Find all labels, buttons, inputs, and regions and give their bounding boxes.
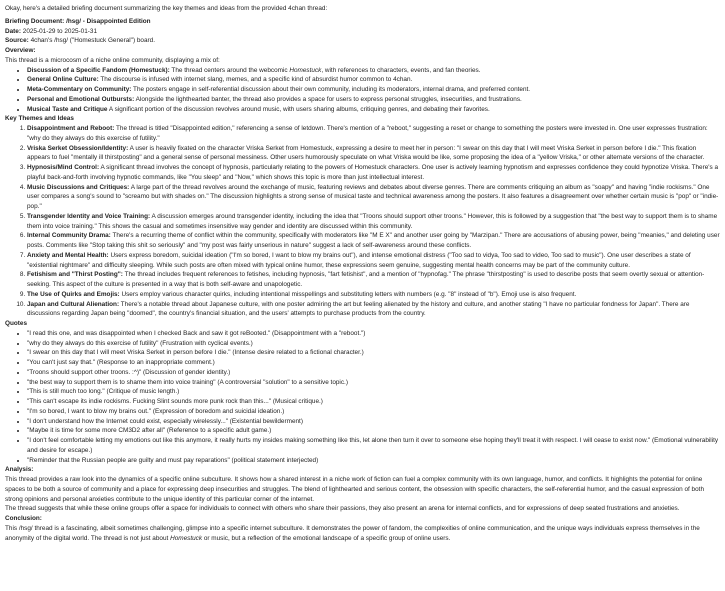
overview-item-label: Personal and Emotional Outbursts: [27, 95, 135, 103]
quote-item: • "Reminder that the Russian people are guilty and must pay reparations" (political statement interjected) [27, 456, 720, 466]
quote-item: • "This can't escape its indie rockisms. Fucking Slint sounds more punk rock than this..." (Musical critique.) [27, 397, 720, 407]
theme-item-label: Anxiety and Mental Health: [27, 251, 109, 259]
overview-item-text: A significant portion of the discussion revolves around music, with users sharing albums, critiquing genres, and debating their favorites. [107, 105, 490, 113]
quote-item: • "Troons should support other troons. :^)" (Discussion of gender identity.) [27, 368, 720, 378]
analysis-paragraph-1: This thread provides a raw look into the dynamics of a specific online subculture. It shows how a shared interest in a niche work of fiction can fuel a complex community with its own language, humor, and conflicts. It highlights the potential for online spaces to be both a source of community and a place for expressing deep insecurities and struggles. The blend of lighthearted and serious content, the obsession with specific characters, the self-referential humor, and the casual expression of both strong opinions and personal anxieties contribute to the unique identity of this particular corner of the internet. [5, 476, 704, 503]
theme-item [27, 270, 720, 290]
overview-item-text: The thread centers around the webcomic [169, 66, 290, 74]
overview-item-text: The posters engage in self-referential discussion about their own community, including its moderators, internal drama, and preferred content. [131, 86, 531, 93]
overview-item [27, 75, 720, 85]
intro-text: Okay, here's a detailed briefing document summarizing the key themes and ideas from the provided 4chan thread: [5, 5, 328, 12]
analysis-heading: Analysis: [5, 466, 34, 474]
theme-item-label: Fetishism and "Thirst Posting": [27, 271, 123, 279]
overview-item [27, 85, 720, 95]
overview-list [5, 66, 720, 115]
theme-item-text: There's a notable thread about Japanese culture, with one poster admiring the art but feeling alienated by the history and culture, and another stating "I have no particular fondness for Japan". There are discussions regarding Japan being "doomed", the country's financial situation, and the users' attempts to purchase products from the country. [27, 300, 690, 318]
theme-item [27, 124, 720, 144]
theme-item-label: Vriska Serket Obsession/Identity: [27, 144, 129, 152]
theme-item [27, 290, 720, 300]
theme-item-label: Disappointment and Reboot: [27, 125, 115, 132]
overview-item-label: General Online Culture: [27, 76, 99, 84]
theme-item-text: A discussion emerges around transgender identity, including the idea that "Troons should support other troons." However, this is followed by a suggestion that "the best way to support them is to shame them into voice training." This shows the casual and sometimes insensitive way gender and identity are discussed within this community. [27, 212, 718, 230]
doc-title: Briefing Document: /hsg/ - Disappointed Edition [5, 17, 151, 25]
theme-item-text: A user is heavily fixated on the character Vriska Serket from Homestuck, expressing a desire to meet her in person: "I swear on this day that I will meet Vriska Serket in person before I die." This fixation appears to fuel "mentally ill thirstposting" and a general sense of personal messiness. Other users humorously speculate on what Vriska would be like, some proposing the idea of a "yellow Vriska," or other alternate versions of the character. [27, 144, 705, 162]
overview-text: This thread is a microcosm of a niche online community, displaying a mix of: [5, 56, 220, 64]
overview-item-text: Alongside the lighthearted banter, the thread also provides a space for users to express personal struggles, insecurities, and frustrations. [134, 95, 522, 103]
quote-item: • "I swear on this day that I will meet Vriska Serket in person before I die." (Intense desire related to a fictional character.) [27, 348, 720, 358]
themes-heading: Key Themes and Ideas [5, 115, 74, 123]
theme-item-text: Users express boredom, suicidal ideation ("I'm so bored, I want to blow my brains out"), and intense emotional distress ("Too sad to vidya, Too sad to video, Too sad to music"). One user describes a state of "existential nightmare" and difficulty sleeping. While such posts are often mixed with typical online humor, these expressions seem genuine, suggesting mental health concerns may be part of the community culture. [27, 251, 691, 269]
theme-item-label: Internal Community Drama: [27, 232, 111, 240]
quote-item: • "I read this one, and was disappointed when I checked Back and saw it got reBooted." (Disappointment with a "reboot.") [27, 329, 720, 339]
analysis-paragraph-2: The thread suggests that while these online groups offer a space for individuals to connect with others who share their passions, they also present an arena for internal conflicts, and for expressions of deep seated frustrations and anxieties. [5, 505, 680, 513]
conclusion-paragraph: This /hsg/ thread is a fascinating, albeit sometimes challenging, glimpse into a specific internet subculture. It demonstrates the power of fandom, the complexities of online communication, and the unique ways individuals express themselves in the anonymity of the digital world. The thread is not just about Homestuck or music, but a reflection of the emotional landscape of a specific group of online users. [5, 524, 700, 542]
theme-item-text: A large part of the thread revolves around the exchange of music, featuring reviews and debates about diverse genres. There are comments critiquing an album as "soapy" and having "indie rockisms." One user compares a song's sound to "screamo but with shades on." The discussion highlights a strong sense of musical taste and technical awareness among the posters. It also features a disagreement over whether certain music is "pop" or "indie-pop." [27, 183, 719, 210]
overview-item-label: Discussion of a Specific Fandom (Homestuck): [27, 66, 170, 74]
conclusion-heading: Conclusion: [5, 515, 42, 522]
theme-item-text: A significant thread involves the concept of hypnosis, particularly relating to the powers of Homestuck characters. One user is actively learning hypnotism and expresses confidence they could hypnotize Vriska. There's a playful back-and-forth involving hypnotic commands, like "You sleep" and "Now," which shows this topic is more than just intellectual interest. [27, 164, 719, 181]
theme-item [27, 300, 720, 320]
quotes-heading: Quotes [5, 320, 28, 327]
overview-heading: Overview: [5, 47, 36, 54]
quote-item: • "This is still much too long." (Critique of music length.) [27, 387, 720, 397]
source-line: Source: 4chan's /hsg/ ("Homestuck General") board. [5, 37, 155, 45]
theme-item-text: Users employ various character quirks, including intentional misspellings and substituting letters with numbers (e.g. "8" instead of "b"). Emoji use is also frequent. [119, 290, 577, 298]
overview-item [27, 95, 720, 105]
quote-item: • "why do they always do this exercise of futility" (Frustration with cyclical events.) [27, 339, 720, 349]
date-line: Date: 2025-01-29 to 2025-01-31 [5, 27, 98, 35]
quote-item: • "I don't feel comfortable letting my emotions out like this anymore, it really hurts my insides making something like this, let alone then turn it over to someone else hoping they'll treat it with respect. I will cease to exist now." (Emotional vulnerability and desire for escape.) [27, 436, 720, 456]
overview-item-label: Meta-Commentary on Community: [27, 86, 132, 93]
theme-item-label: Music Discussions and Critiques: [27, 183, 130, 191]
theme-item-label: Hypnosis/Mind Control: [27, 164, 100, 171]
quote-item: • "I'm so bored, I want to blow my brains out." (Expression of boredom and suicidal ideation.) [27, 407, 720, 417]
overview-item-label: Musical Taste and Critique [27, 105, 108, 113]
quotes-list [5, 329, 720, 466]
theme-item [27, 144, 720, 164]
quote-item: • "You can't just say that." (Response to an inappropriate comment.) [27, 358, 720, 368]
theme-item [27, 212, 720, 232]
quote-item: • "I don't understand how the Internet could exist, especially wirelessly..." (Existential bewilderment) [27, 417, 720, 427]
quote-item: • "Maybe it is time for some more CM3D2 after all" (Reference to a specific adult game.) [27, 426, 720, 436]
theme-item-label: Japan and Cultural Alienation: [27, 300, 120, 308]
theme-item-text: The thread includes frequent references to fetishes, including hypnosis, "fart fetishist", and a mention of "hypnofag." The phrase "thirstposting" is used to describe posts that seem overtly sexual or attention-seeking. This aspect of the culture is presented in a way that is both self-aware and unapologetic. [27, 271, 705, 288]
theme-item-label: Transgender Identity and Voice Training: [27, 212, 151, 220]
overview-item [27, 66, 720, 76]
overview-item-emphasis: Homestuck [289, 66, 322, 74]
overview-item-text: The discourse is infused with internet slang, memes, and a specific kind of absurdist humor common to 4chan. [98, 76, 413, 84]
theme-item-label: The Use of Quirks and Emojis: [27, 290, 120, 298]
theme-item-text: There's a recurring theme of conflict within the community, specifically with moderators like "M E X" and another user going by "Marzipan." There are accusations of abusing power, being "meanies," and deleting user posts. Comments like "Stop taking this shit so seriously" and "my post was fairly unserious in nature" suggest a lack of self-awareness around these conflicts. [27, 232, 720, 249]
theme-item [27, 251, 720, 271]
themes-list [5, 124, 720, 319]
theme-item-text: The thread is titled "Disappointed edition," referencing a sense of letdown. There's mention of a "reboot," suggesting a reset or change to something the posters were invested in. One user expresses frustration: "why do they always do this exercise of futility." [27, 125, 708, 142]
overview-item-text-cont: , with references to characters, events, and fan theories. [321, 66, 481, 74]
theme-item [27, 183, 720, 212]
quote-item: • "the best way to support them is to shame them into voice training" (A controversial "solution" to a sensitive topic.) [27, 378, 720, 388]
theme-item [27, 231, 720, 251]
overview-item [27, 105, 720, 115]
theme-item [27, 163, 720, 183]
